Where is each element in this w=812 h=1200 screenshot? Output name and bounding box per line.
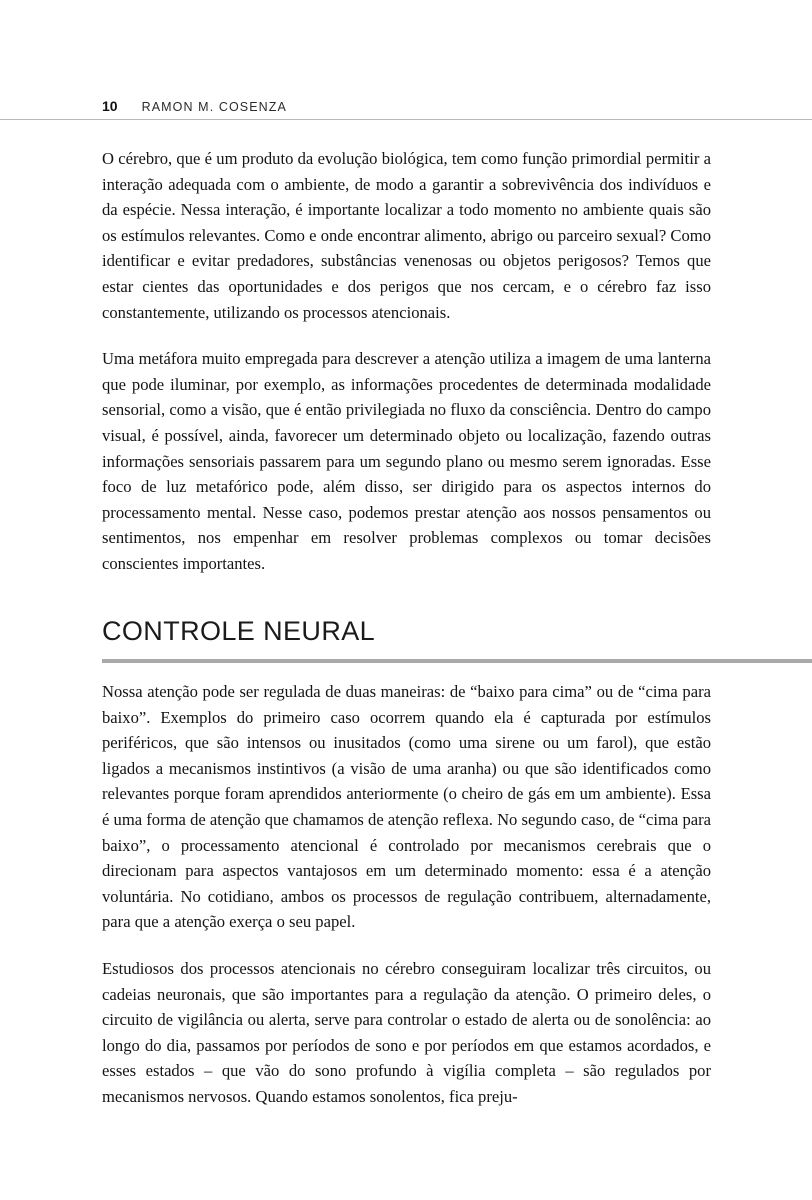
page-number: 10 [102,98,118,114]
section-divider [102,659,812,663]
paragraph: Estudiosos dos processos atencionais no cérebro conseguiram localizar três circuitos, ou cadeias neuronais, que são importantes para a regulação da atenção. O primeiro deles, o circuito de vigilância ou alerta, serve para controlar o estado de alerta ou de sonolência: ao longo do dia, passamos por períodos de sono e por períodos em que estamos acordados, e esses estados – que vão do sono profundo à vigília completa – são regulados por mecanismos nervosos. Quando estamos sonolentos, fica preju- [102,958,711,1106]
paragraph: Nossa atenção pode ser regulada de duas maneiras: de “baixo para cima” ou de “cima para baixo”. Exemplos do primeiro caso ocorrem quando ela é capturada por estímulos periféricos, que são intensos ou inusitados (como uma sirene ou um farol), que estão ligados a mecanismos instintivos (a visão de uma aranha) ou que são identificados como relevantes porque foram aprendidos anteriormente (o cheiro de gás em um ambiente). Essa é uma forma de atenção que chamamos de atenção reflexa. No segundo caso, de “cima para baixo”, o processamento atencional é controlado por mecanismos cerebrais que o direcionam para aspectos vantajosos em um determinado momento: essa é a atenção voluntária. No cotidiano, ambos os processos de regulação contribuem, alternadamente, para que a atenção exerça o seu papel. [102,682,711,932]
running-head-title: RAMON M. COSENZA [141,100,287,114]
page-content [102,146,711,646]
section-content [102,679,711,1110]
header-divider [0,119,812,120]
running-head [102,98,712,114]
paragraph: O cérebro, que é um produto da evolução biológica, tem como função primordial permitir a interação adequada com o ambiente, de modo a garantir a sobrevivência dos indivíduos e da espécie. Nessa interação, é importante localizar a todo momento no ambiente quais são os estímulos relevantes. Como e onde encontrar alimento, abrigo ou parceiro sexual? Como identificar e evitar predadores, substâncias venenosas ou objetos perigosos? Temos que estar cientes das oportunidades e dos perigos que nos cercam, e o cérebro faz isso constantemente, utilizando os processos atencionais. [102,149,711,322]
section-title: CONTROLE NEURAL [102,615,376,646]
paragraph: Uma metáfora muito empregada para descrever a atenção utiliza a imagem de uma lanterna que pode iluminar, por exemplo, as informações procedentes de determinada modalidade sensorial, como a visão, que é então privilegiada no fluxo da consciência. Dentro do campo visual, é possível, ainda, favorecer um determinado objeto ou localização, fazendo outras informações sensoriais passarem para um segundo plano ou mesmo serem ignoradas. Esse foco de luz metafórico pode, além disso, ser dirigido para os aspectos internos do processamento mental. Nesse caso, podemos prestar atenção aos nossos pensamentos ou sentimentos, nos empenhar em resolver problemas complexos ou tomar decisões conscientes importantes. [102,349,711,573]
section-header [102,616,711,646]
